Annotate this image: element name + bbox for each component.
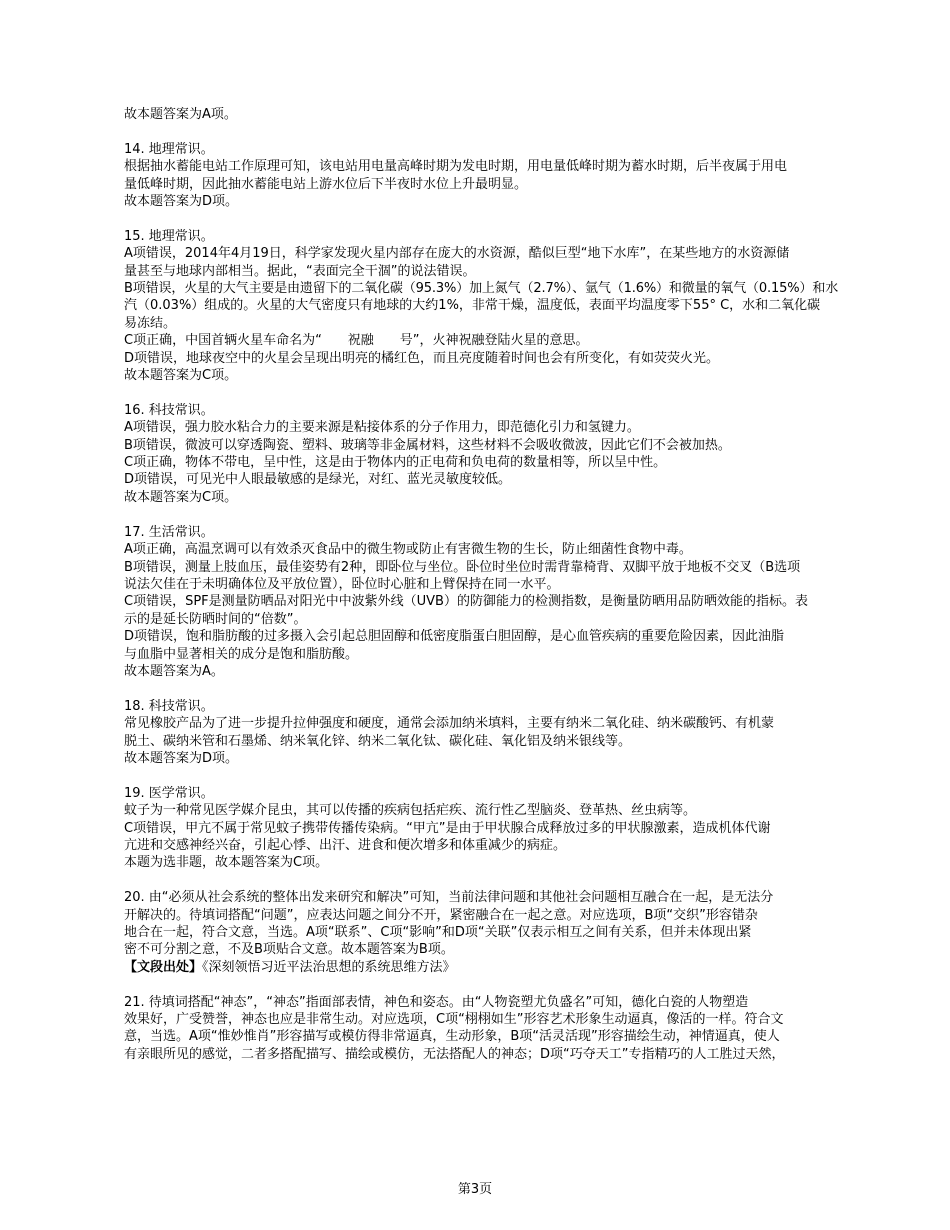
text-line: D项错误，可见光中人眼最敏感的是绿光，对红、蓝光灵敏度较低。	[124, 472, 512, 488]
question-19	[124, 785, 838, 872]
text-line: 根据抽水蓄能电站工作原理可知，该电站用电量高峰时期为发电时期，用电量低峰时期为蓄水时期，后半夜属于用电	[124, 159, 788, 175]
question-20	[124, 889, 838, 976]
text-line: D项错误，地球夜空中的火星会呈现出明亮的橘红色，而且亮度随着时间也会有所变化，有如荧荧火光。	[124, 350, 720, 366]
question-heading: 14. 地理常识。	[124, 141, 214, 157]
question-18	[124, 698, 838, 768]
question-heading: 16. 科技常识。	[124, 402, 214, 418]
answer-line: 故本题答案为D项。	[124, 750, 239, 766]
text-line: 效果好，广受赞誉，神态也应是非常生动。对应选项，C项“栩栩如生”形容艺术形象生动逼真，像活的一样。符合文	[124, 1012, 784, 1027]
text-line: 密不可分割之意，不及B项贴合文意。故本题答案为B项。	[124, 942, 454, 958]
text-line: 蚊子为一种常见医学媒介昆虫，其可以传播的疾病包括疟疾、流行性乙型脑炎、登革热、丝虫病等。	[124, 803, 697, 819]
document-body	[124, 106, 838, 1063]
answer-line: 故本题答案为D项。	[124, 194, 239, 210]
text-line: B项错误，微波可以穿透陶瓷、塑料、玻璃等非金属材料，这些材料不会吸收微波，因此它们不会被加热。	[124, 437, 731, 453]
source-title: 《深刻领悟习近平法治思想的系统思维方法》	[202, 959, 456, 975]
question-heading: 15. 地理常识。	[124, 228, 214, 244]
text-line: 意，当选。A项“惟妙惟肖”形容描写或模仿得非常逼真，生动形象，B项“活灵活现”形容描绘生动，神情逼真，使人	[124, 1029, 780, 1045]
text-line: C项错误，SPF是测量防晒品对阳光中中波紫外线（UVB）的防御能力的检测指数，是衡量防晒用品防晒效能的指标。表	[124, 594, 808, 610]
text-line: C项错误，甲亢不属于常见蚊子携带传播传染病。“甲亢”是由于甲状腺合成释放过多的甲状腺激素，造成机体代谢	[124, 820, 771, 836]
page-number: 第3页	[457, 1182, 493, 1197]
text-line: B项错误，火星的大气主要是由遗留下的二氧化碳（95.3%）加上氮气（2.7%）、氩气（1.6%）和微量的氧气（0.15%）和水	[124, 281, 839, 297]
text-line: C项正确，物体不带电，呈中性，这是由于物体内的正电荷和负电荷的数量相等，所以呈中性。	[124, 455, 667, 471]
source-label: 【文段出处】	[124, 959, 203, 975]
text-line: A项正确，高温烹调可以有效杀灭食品中的微生物或防止有害微生物的生长，防止细菌性食物中毒。	[124, 542, 692, 558]
text-line: 说法欠佳在于未明确体位及平放位置），卧位时心脏和上臂保持在同一水平。	[124, 576, 560, 592]
answer-line: 故本题答案为C项。	[124, 368, 238, 384]
answer-line: 故本题答案为C项。	[124, 489, 238, 505]
text-line: 脱土、碳纳米管和石墨烯、纳米氧化锌、纳米二氧化钛、碳化硅、氧化铝及纳米银线等。	[124, 733, 632, 749]
text-line: A项错误，强力胶水粘合力的主要来源是粘接体系的分子作用力，即范德化引力和氢键力。	[124, 420, 640, 436]
answer-line: 本题为选非题，故本题答案为C项。	[124, 855, 329, 871]
text-line: 量甚至与地球内部相当。据此，“表面完全干涸”的说法错误。	[124, 263, 476, 279]
text-line: 亢进和交感神经兴奋，引起心悸、出汗、进食和便次增多和体重减少的病症。	[124, 837, 567, 853]
text-line: C项正确，中国首辆火星车命名为“ 祝融 号”，火神祝融登陆火星的意思。	[124, 333, 589, 349]
text-line: 汽（0.03%）组成的。火星的大气密度只有地球的大约1%，非常干燥，温度低，表面平均温度零下55° C，水和二氧化碳	[124, 298, 821, 314]
text-line: 地合在一起，符合文意，当选。A项“联系”、C项“影响”和D项“关联”仅表示相互之间有关系，但并未体现出紧	[124, 924, 752, 940]
text-line: 与血脂中显著相关的成分是饱和脂肪酸。	[124, 646, 359, 662]
question-15	[124, 228, 838, 385]
question-16	[124, 402, 838, 506]
text-line: 量低峰时期，因此抽水蓄能电站上游水位后下半夜时水位上升最明显。	[124, 176, 528, 192]
text-line: 易冻结。	[124, 315, 177, 331]
intro-answer: 故本题答案为A项。	[124, 107, 237, 122]
question-17	[124, 524, 838, 681]
question-heading: 18. 科技常识。	[124, 698, 214, 714]
text-line: 有亲眼所见的感觉，二者多搭配描写、描绘或模仿，无法搭配人的神态；D项“巧夺天工”专指精巧的人工胜过天然，	[124, 1046, 785, 1062]
text-line: A项错误，2014年4月19日，科学家发现火星内部存在庞大的水资源，酷似巨型“地下水库”，在某些地方的水资源储	[124, 246, 790, 262]
text-line: D项错误，饱和脂肪酸的过多摄入会引起总胆固醇和低密度脂蛋白胆固醇，是心血管疾病的重要危险因素，因此油脂	[124, 629, 785, 645]
source-citation	[124, 959, 838, 976]
answer-line: 故本题答案为A。	[124, 663, 224, 679]
text-line: 常见橡胶产品为了进一步提升拉伸强度和硬度，通常会添加纳米填料，主要有纳米二氧化硅、纳米碳酸钙、有机蒙	[124, 716, 775, 732]
question-21	[124, 994, 838, 1064]
question-14	[124, 141, 838, 211]
text-line: 21. 待填词搭配“神态”，“神态”指面部表情，神色和姿态。由“人物瓷塑尤负盛名”可知，德化白瓷的人物塑造	[124, 994, 749, 1010]
text-line: 20. 由“必须从社会系统的整体出发来研究和解决”可知，当前法律问题和其他社会问题相互融合在一起，是无法分	[124, 890, 774, 906]
text-line: 开解决的。待填词搭配“问题”，应表达问题之间分不开，紧密融合在一起之意。对应选项，B项“交织”形容错杂	[124, 907, 758, 923]
question-heading: 19. 医学常识。	[124, 785, 214, 801]
text-line: 示的是延长防晒时间的“倍数”。	[124, 611, 307, 627]
question-heading: 17. 生活常识。	[124, 524, 214, 540]
text-line: B项错误，测量上肢血压，最佳姿势有2种，即卧位与坐位。卧位时坐位时需背靠椅背、双脚平放于地板不交叉（B选项	[124, 559, 801, 575]
